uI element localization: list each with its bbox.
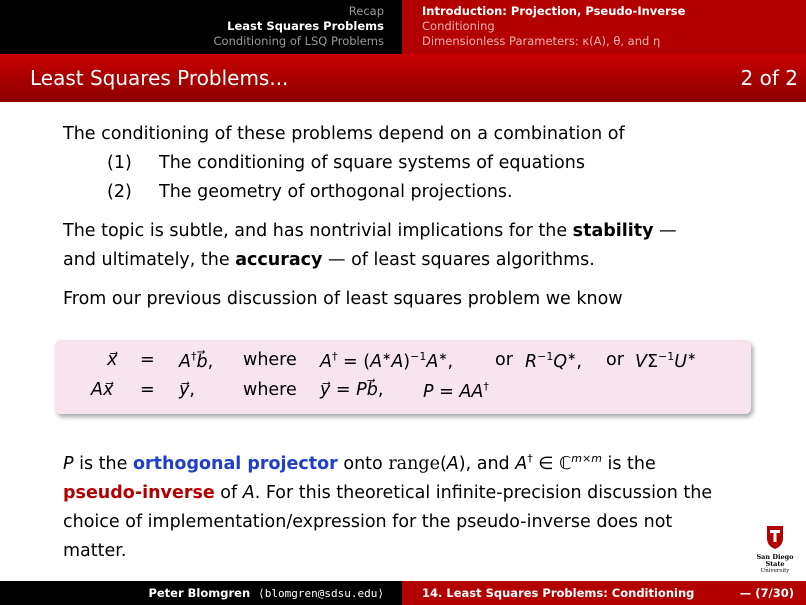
logo-line-2: University bbox=[760, 568, 790, 574]
where-label: where bbox=[243, 380, 297, 400]
footer-lecture-block bbox=[402, 581, 806, 605]
footer-email: ⟨blomgren@sdsu.edu⟩ bbox=[258, 586, 384, 600]
nav-subsection-dimensionless[interactable]: Dimensionless Parameters: κ(A), θ, and η bbox=[422, 34, 661, 48]
text-run: matter. bbox=[63, 540, 127, 561]
text-run: . For this theoretical infinite-precision discussion the bbox=[254, 482, 713, 503]
nav-subsection-intro[interactable]: Introduction: Projection, Pseudo-Inverse bbox=[422, 4, 686, 18]
list-item bbox=[107, 149, 753, 178]
intro-text: The conditioning of these problems depend on a combination of bbox=[63, 124, 625, 144]
accuracy-term: accuracy bbox=[235, 250, 323, 270]
text-run: of bbox=[214, 482, 243, 503]
section-nav bbox=[0, 0, 402, 54]
footer-author-block bbox=[0, 581, 402, 605]
nav-section-recap[interactable]: Recap bbox=[348, 4, 384, 18]
text-run: — bbox=[653, 221, 677, 241]
text-run: , and bbox=[465, 453, 516, 474]
nav-section-conditioning[interactable]: Conditioning of LSQ Problems bbox=[213, 34, 384, 48]
orthogonal-projector-term: orthogonal projector bbox=[132, 453, 338, 474]
range-operator: range bbox=[388, 453, 440, 474]
stability-paragraph bbox=[63, 217, 753, 275]
footer-page-number: — (7/30) bbox=[739, 586, 794, 600]
footer-author: Peter Blomgren bbox=[148, 586, 251, 600]
subsection-nav bbox=[402, 0, 806, 54]
previous-discussion-text: From our previous discussion of least squares problem we know bbox=[63, 289, 623, 309]
slide-title: Least Squares Problems... bbox=[30, 66, 289, 90]
item-number: (2) bbox=[107, 182, 132, 202]
equation-row-1: x⃗ bbox=[107, 350, 118, 370]
university-logo bbox=[749, 524, 801, 576]
nav-section-least-squares[interactable]: Least Squares Problems bbox=[227, 19, 384, 33]
slide-title-bar bbox=[0, 54, 806, 102]
slide-part-count: 2 of 2 bbox=[740, 66, 798, 90]
footer-lecture-title: 14. Least Squares Problems: Conditioning bbox=[422, 586, 695, 600]
text-run: is the bbox=[601, 453, 656, 474]
text-run: The topic is subtle, and has nontrivial implications for the bbox=[63, 221, 573, 241]
shield-icon bbox=[764, 524, 786, 550]
stability-term: stability bbox=[572, 221, 654, 241]
item-text: The geometry of orthogonal projections. bbox=[159, 182, 513, 202]
logo-line-1: San Diego State bbox=[756, 553, 794, 568]
item-number: (1) bbox=[107, 153, 132, 173]
text-run: choice of implementation/expression for the pseudo-inverse does not bbox=[63, 511, 673, 532]
slide-content bbox=[63, 120, 753, 314]
header-bar bbox=[0, 0, 806, 54]
nav-subsection-conditioning[interactable]: Conditioning bbox=[422, 19, 495, 33]
text-run: and ultimately, the bbox=[63, 250, 236, 270]
list-item bbox=[107, 178, 753, 207]
or-label: or bbox=[606, 350, 624, 370]
or-label: or bbox=[495, 350, 513, 370]
text-run: — of least squares algorithms. bbox=[322, 250, 595, 270]
text-run: onto bbox=[337, 453, 389, 474]
text-run: is the bbox=[73, 453, 133, 474]
where-label: where bbox=[243, 350, 297, 370]
pseudo-inverse-term: pseudo-inverse bbox=[63, 482, 215, 503]
projector-paragraph: P is the orthogonal projector onto range(A), and A† ∈ ℂ$^{m\times m}$ is the pseudo-inverse of A. For this theoretical infinite-precision discussion the choice of implementation/expression for the pseudo-inverse does not matter. bbox=[63, 452, 713, 561]
footer-bar bbox=[0, 581, 806, 605]
item-text: The conditioning of square systems of equations bbox=[159, 153, 585, 173]
equation-row-2: Ax⃗ bbox=[91, 380, 114, 400]
equation-box: x⃗ = A†b⃗, where $A^\dagger = (A^∗A)^{-1}A^∗$, or $R^{-1}Q^∗$, or $V\Sigma^{-1}U^∗$ Ax⃗ = y⃗, where y⃗ = Pb⃗, P = AA† bbox=[55, 340, 751, 414]
